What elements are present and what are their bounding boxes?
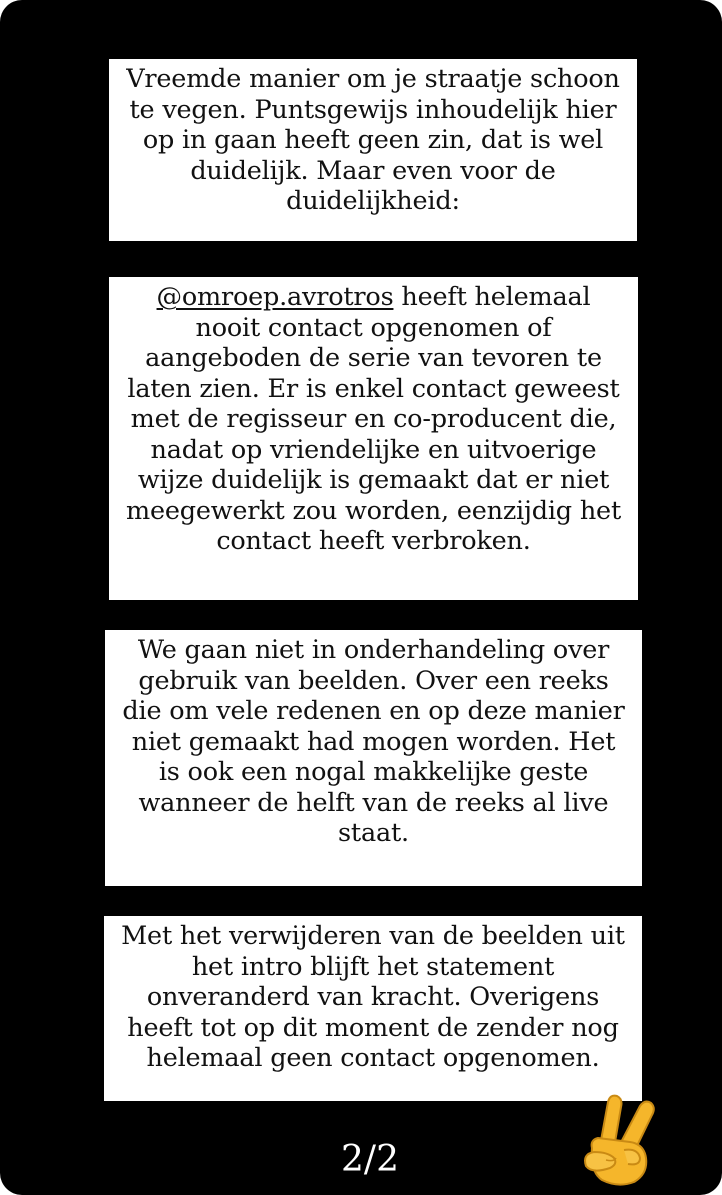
- victory-hand-icon[interactable]: [578, 1088, 662, 1188]
- text-block-1: [109, 59, 637, 241]
- mention-link[interactable]: @omroep.avrotros: [156, 282, 394, 312]
- page-counter: 2/2: [341, 1139, 399, 1180]
- text-block-4: [104, 916, 642, 1101]
- text-block-1-content: Vreemde manier om je straatje schoon te vegen. Puntsgewijs inhoudelijk hier op in gaan heeft geen zin, dat is wel duidelijk. Maar even voor de duidelijkheid:: [126, 64, 620, 216]
- text-block-4-content: Met het verwijderen van de beelden uit het intro blijft het statement onveranderd van kracht. Overigens heeft tot op dit moment de zender nog helemaal geen contact opgenomen.: [121, 921, 625, 1073]
- text-block-3: [105, 630, 642, 886]
- text-block-3-content: We gaan niet in onderhandeling over gebruik van beelden. Over een reeks die om vele redenen en op deze manier niet gemaakt had mogen worden. Het is ook een nogal makkelijke geste wanneer de helft van de reeks al live staat.: [122, 635, 625, 848]
- text-block-2: [109, 277, 638, 600]
- text-block-2-content: heeft helemaal nooit contact opgenomen of aangeboden de serie van tevoren te laten zien. Er is enkel contact geweest met de regisseur en co-producent die, nadat op vriendelijke en uitvoerige wijze duidelijk is gemaakt dat er niet meegewerkt zou worden, eenzijdig het contact heeft verbroken.: [126, 282, 621, 556]
